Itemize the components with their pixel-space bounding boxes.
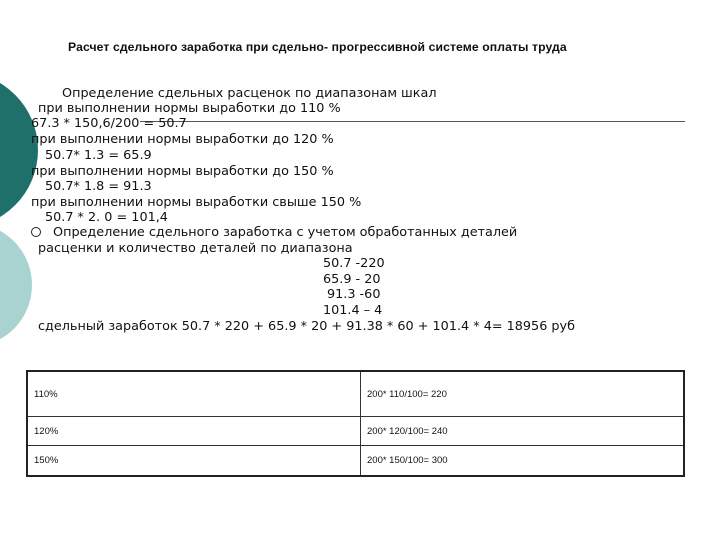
table-cell-formula: 200* 120/100= 240 <box>361 417 685 446</box>
text-line: при выполнении нормы выработки до 110 % <box>38 101 341 116</box>
table-cell-formula: 200* 150/100= 300 <box>361 446 685 476</box>
text-line: при выполнении нормы выработки до 150 % <box>31 164 334 179</box>
text-line: 65.9 - 20 <box>323 272 381 287</box>
table-cell-range: 110% <box>27 371 361 417</box>
text-line: сдельный заработок 50.7 * 220 + 65.9 * 20 + 91.38 * 60 + 101.4 * 4= 18956 руб <box>38 319 576 334</box>
text-line: 50.7 * 2. 0 = 101,4 <box>45 210 168 225</box>
teal-light-circle <box>0 223 32 340</box>
bullet-text: Определение сдельного заработка с учетом обработанных деталей <box>53 225 518 240</box>
page-title: Расчет сдельного заработка при сдельно- прогрессивной системе оплаты труда <box>68 40 567 54</box>
norm-table <box>26 370 685 477</box>
bullet-line <box>31 225 517 240</box>
text-line: расценки и количество деталей по диапазона <box>38 241 353 256</box>
table-cell-range: 150% <box>27 446 361 476</box>
text-line: 50.7 -220 <box>323 256 385 271</box>
table-row <box>27 371 684 417</box>
text-line: 50.7* 1.8 = 91.3 <box>45 179 152 194</box>
table-cell-formula: 200* 110/100= 220 <box>361 371 685 417</box>
text-line: 67.3 * 150,6/200 = 50.7 <box>31 116 187 131</box>
text-line: 101.4 – 4 <box>323 303 383 318</box>
table-cell-range: 120% <box>27 417 361 446</box>
table-row <box>27 446 684 476</box>
text-line: при выполнении нормы выработки свыше 150 % <box>31 195 362 210</box>
text-line: Определение сдельных расценок по диапазонам шкал <box>62 86 437 101</box>
table-row <box>27 417 684 446</box>
text-line: 50.7* 1.3 = 65.9 <box>45 148 152 163</box>
circle-bullet-icon <box>31 227 41 237</box>
divider-line <box>140 121 685 122</box>
text-line: при выполнении нормы выработки до 120 % <box>31 132 334 147</box>
text-line: 91.3 -60 <box>327 287 381 302</box>
